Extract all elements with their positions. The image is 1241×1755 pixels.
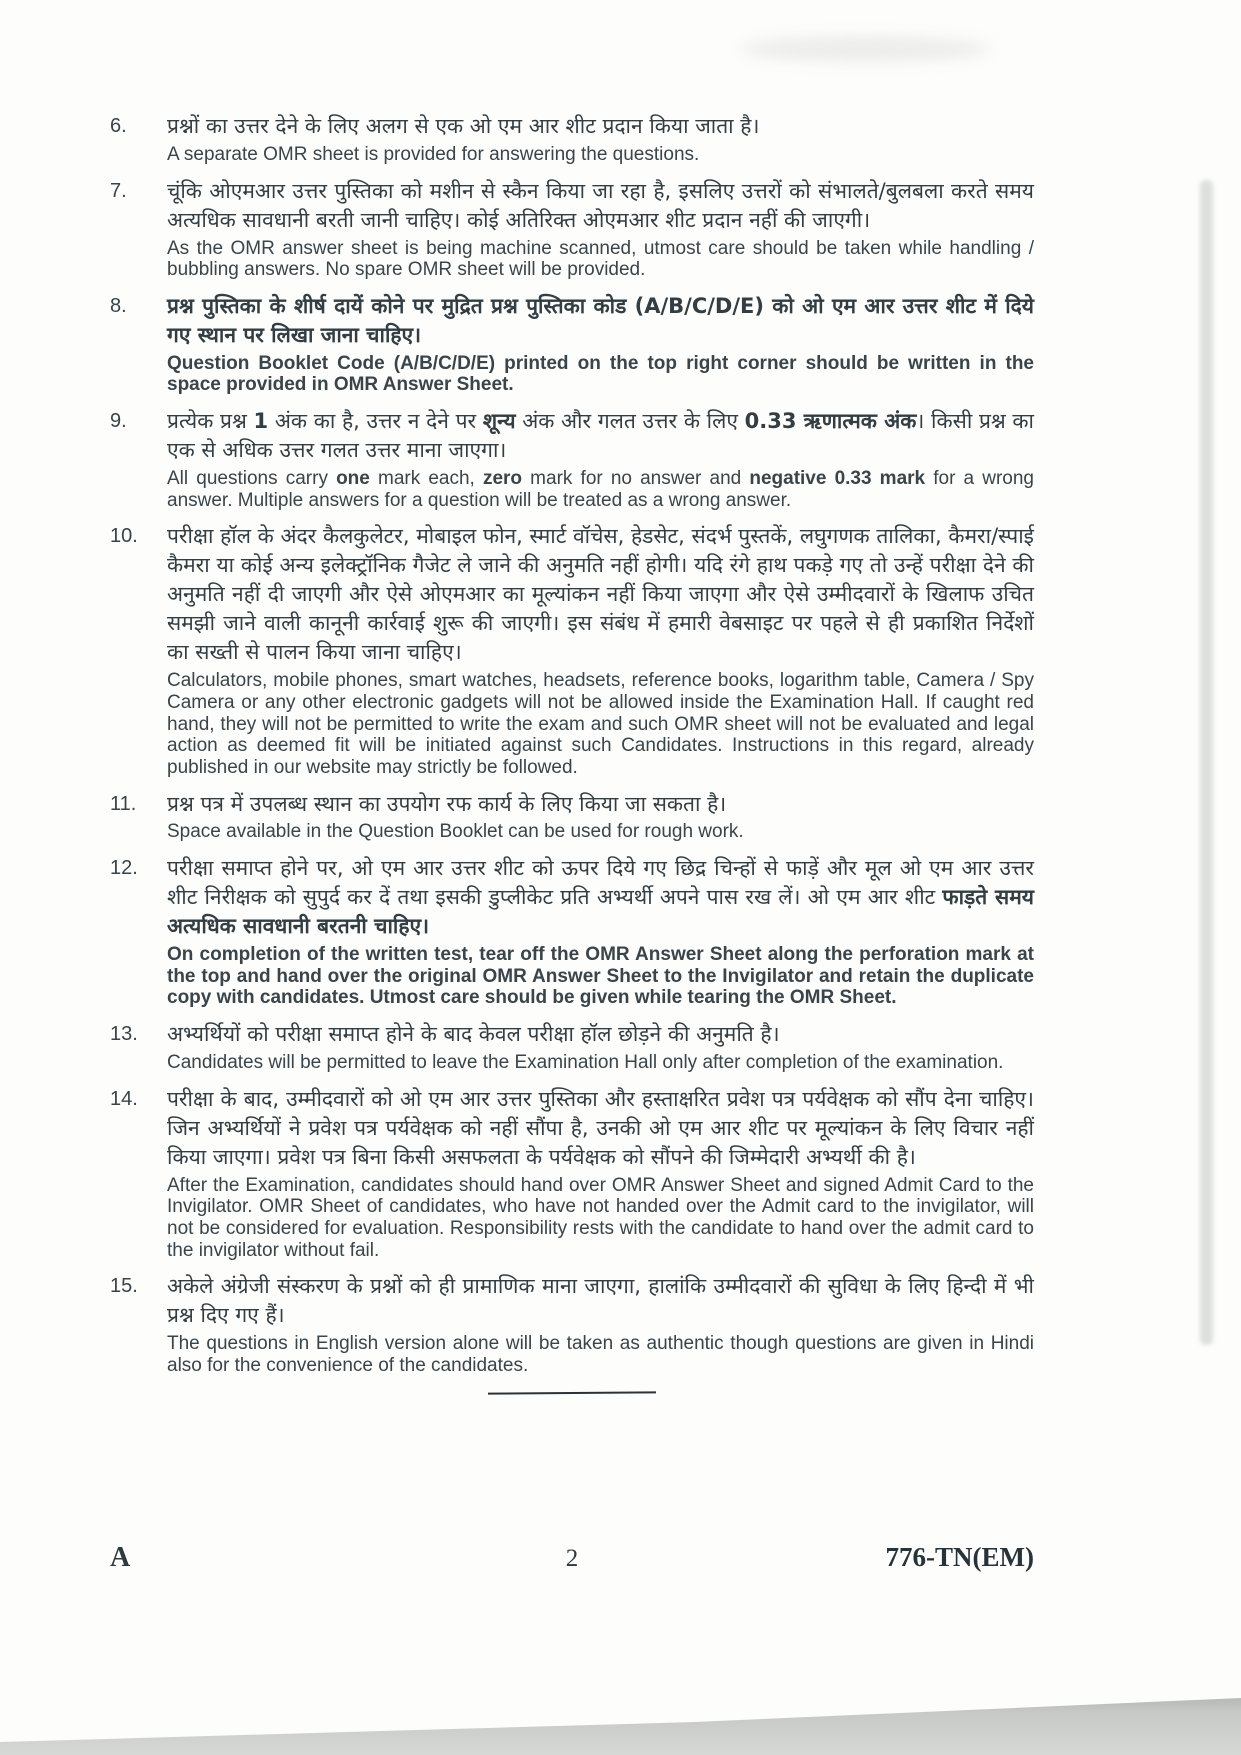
scan-edge-artifact [1200,180,1213,1345]
page-footer [110,1542,1034,1574]
english-text: All questions carry one mark each, zero mark for no answer and negative 0.33 mark for a wrong answer. Multiple answers for a question will be treated as a wrong answer. [167,468,1035,511]
english-text: After the Examination, candidates should hand over OMR Answer Sheet and signed Admit Card to the Invigilator. OMR Sheet of candidates, who have not handed over the Admit card to the invigilator, will not be considered for evaluation. Responsibility rests with the candidate to hand over the admit card to the invigilator without fail. [167,1174,1034,1261]
english-text: Calculators, mobile phones, smart watches, headsets, reference books, logarithm table, Camera / Spy Camera or any other electronic gadgets will not be allowed inside the Examination Hall. If caught red hand, they will not be permitted to write the exam and such OMR sheet will not be evaluated and legal action as deemed fit will be initiated against such Candidates. Instructions in this regard, already published in our website may strictly be followed. [167,670,1034,778]
english-text: Question Booklet Code (A/B/C/D/E) printed on the top right corner should be written in the space provided in OMR Answer Sheet. [167,352,1034,396]
booklet-code: A [110,1542,131,1573]
instruction-item-14 [110,1085,1034,1262]
hindi-text: परीक्षा हॉल के अंदर कैलकुलेटर, मोबाइल फोन, स्मार्ट वॉचेस, हेडसेट, संदर्भ पुस्तकें, लघुगणक तालिका, कैमरा/स्पाई कैमरा या कोई अन्य इलेक्ट्रॉनिक गैजेट ले जाने की अनुमति नहीं होगी। यदि रंगे हाथ पकड़े गए तो उन्हें परीक्षा देने की अनुमति नहीं दी जाएगी और ऐसे ओएमआर का मूल्यांकन नहीं किया जाएगा और ऐसे उम्मीदवारों के खिलाफ उचित समझी जाने वाली कानूनी कार्रवाई शुरू की जाएगी। इस संबंध में हमारी वेबसाइट पर पहले से ही प्रकाशित निर्देशों का सख्ती से पालन किया जाना चाहिए। [167,524,1034,665]
english-text: On completion of the written test, tear off the OMR Answer Sheet along the perforation mark at the top and hand over the original OMR Answer Sheet to the Invigilator and retain the duplicate copy with candidates. Utmost care should be given while tearing the OMR Sheet. [167,944,1034,1009]
instruction-item-9 [110,407,1034,511]
instruction-item-6 [110,112,1034,166]
instruction-item-13 [110,1020,1034,1074]
item-number: 14. [110,1087,138,1110]
end-divider [488,1392,656,1395]
item-number: 7. [110,179,127,202]
instruction-item-8 [110,292,1034,396]
english-text: A separate OMR sheet is provided for answering the questions. [167,143,700,165]
paper-code: 776-TN(EM) [885,1542,1034,1572]
item-number: 15. [110,1275,138,1298]
item-number: 9. [110,410,127,433]
item-number: 13. [110,1023,138,1045]
item-number: 11. [110,792,137,815]
hindi-text: परीक्षा के बाद, उम्मीदवारों को ओ एम आर उत्तर पुस्तिका और हस्ताक्षरित प्रवेश पत्र पर्यवेक्षक को सौंप देना चाहिए। जिन अभ्यर्थियों ने प्रवेश पत्र पर्यवेक्षक को नहीं सौंपा है, उनकी ओ एम आर शीट पर मूल्यांकन के लिए विचार नहीं किया जाएगा। प्रवेश पत्र बिना किसी असफलता के पर्यवेक्षक को सौंपने की जिम्मेदारी अभ्यर्थी की है। [167,1086,1034,1169]
hindi-text: प्रश्न पुस्तिका के शीर्ष दायें कोने पर मुद्रित प्रश्न पुस्तिका कोड (A/B/C/D/E) को ओ एम आर उत्तर शीट में दिये गए स्थान पर लिखा जाना चाहिए। [167,293,1034,347]
hindi-text: चूंकि ओएमआर उत्तर पुस्तिका को मशीन से स्कैन किया जा रहा है, इसलिए उत्तरों को संभालते/बुलबला करते समय अत्यधिक सावधानी बरती जानी चाहिए। कोई अतिरिक्त ओएमआर शीट प्रदान नहीं की जाएगी। [167,178,1034,232]
hindi-text: अभ्यर्थियों को परीक्षा समाप्त होने के बाद केवल परीक्षा हॉल छोड़ने की अनुमति है। [167,1022,780,1046]
instruction-item-10 [110,522,1034,778]
hindi-text: प्रश्न पत्र में उपलब्ध स्थान का उपयोग रफ कार्य के लिए किया जा सकता है। [167,791,727,816]
item-number: 6. [110,115,127,137]
english-text: Space available in the Question Booklet can be used for rough work. [167,821,744,843]
english-text: As the OMR answer sheet is being machine scanned, utmost care should be taken while handling / bubbling answers. No spare OMR sheet will be provided. [167,237,1034,281]
hindi-text: परीक्षा समाप्त होने पर, ओ एम आर उत्तर शीट को ऊपर दिये गए छिद्र चिन्हों से फाड़ें और मूल ओ एम आर उत्तर शीट निरीक्षक को सुपुर्द कर दें तथा इसकी डुप्लीकेट प्रति अभ्यर्थी अपने पास रख लें। ओ एम आर शीट फाड़ते समय अत्यधिक सावधानी बरतनी चाहिए। [167,856,1034,939]
english-text: The questions in English version alone will be taken as authentic though questions are given in Hindi also for the convenience of the candidates. [167,1333,1034,1376]
hindi-text: प्रत्येक प्रश्न 1 अंक का है, उत्तर न देने पर शून्य अंक और गलत उत्तर के लिए 0.33 ऋणात्मक अंक। किसी प्रश्न का एक से अधिक उत्तर गलत उत्तर माना जाएगा। [167,409,1035,463]
item-number: 12. [110,857,138,880]
page-number: 2 [565,1545,579,1572]
scan-smudge-artifact [740,36,990,62]
instruction-item-11 [110,790,1034,844]
instruction-item-7 [110,177,1034,281]
english-text: Candidates will be permitted to leave the Examination Hall only after completion of the examination. [167,1051,1004,1073]
instruction-item-12 [110,854,1034,1009]
hindi-text: अकेले अंग्रेजी संस्करण के प्रश्नों को ही प्रामाणिक माना जाएगा, हालांकि उम्मीदवारों की सुविधा के लिए हिन्दी में भी प्रश्न दिए गए हैं। [167,1274,1034,1328]
instruction-item-15 [110,1272,1034,1376]
item-number: 10. [110,525,138,548]
item-number: 8. [110,294,127,317]
instruction-list [110,112,1034,1394]
scan-bottom-band-artifact [0,1690,1241,1755]
hindi-text: प्रश्नों का उत्तर देने के लिए अलग से एक ओ एम आर शीट प्रदान किया जाता है। [167,114,760,138]
